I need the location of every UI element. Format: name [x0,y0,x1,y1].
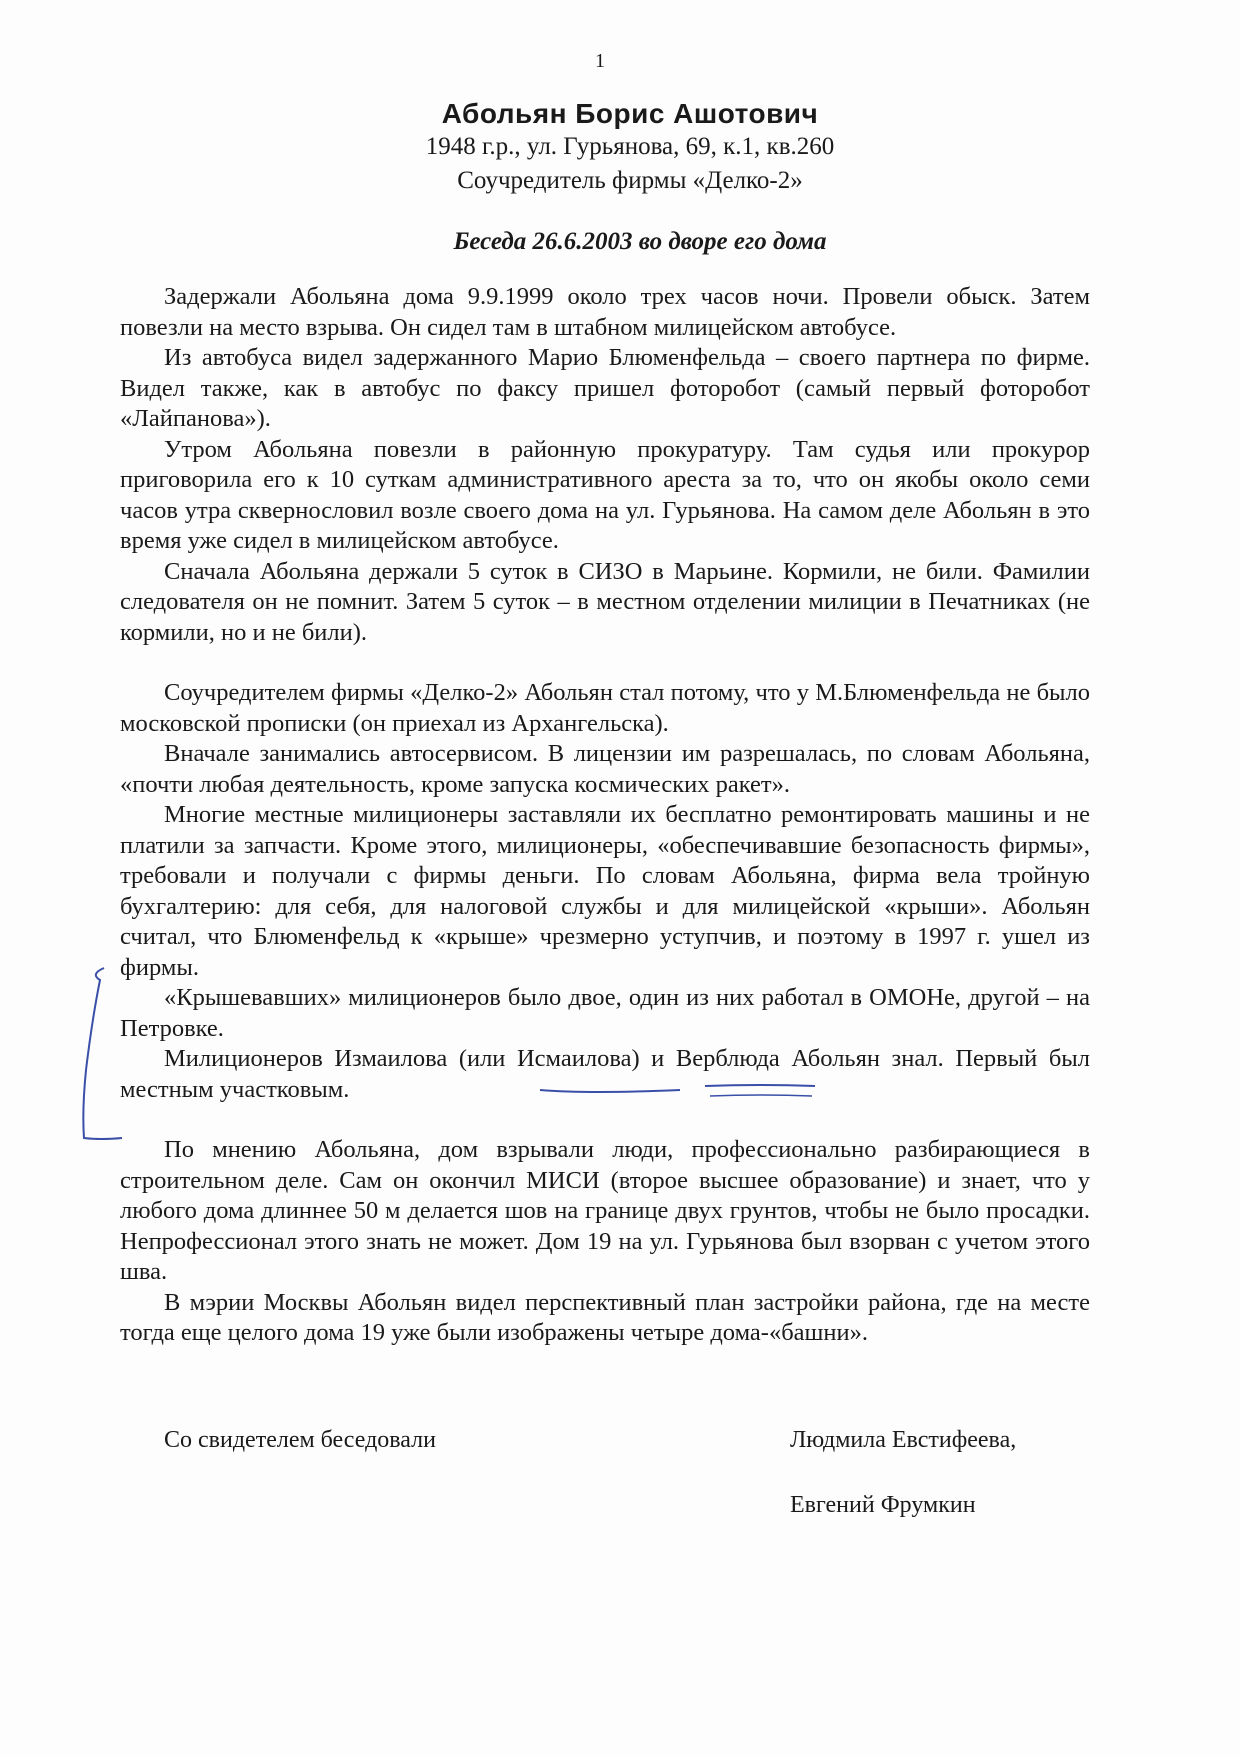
paragraph: По мнению Абольяна, дом взрывали люди, профессионально разбирающиеся в строительном деле. Сам он окончил МИСИ (второе высшее образование) и знает, что у любого дома длиннее 50 м делается шов на границе двух грунтов, чтобы не было просадки. Непрофессионал этого знать не может. Дом 19 на ул. Гурьянова был взорван с учетом этого шва. [120,1136,1090,1285]
paragraph: Из автобуса видел задержанного Марио Блюменфельда – своего партнера по фирме. Видел также, как в автобус по факсу пришел фоторобот (самый первый фоторобот «Лайпанова»). [120,344,1090,432]
paragraph: Утром Абольяна повезли в районную прокуратуру. Там судья или прокурор приговорила его к 10 суткам административного ареста за то, что он якобы около семи часов утра сквернословил возле своего дома на ул. Гурьянова. На самом деле Абольян в это время уже сидел в милицейском автобусе. [120,435,1090,554]
paragraph: Вначале занимались автосервисом. В лицензии им разрешалась, по словам Абольяна, «почти любая деятельность, кроме запуска космических ракет». [120,740,1090,798]
page-number: 1 [595,50,605,72]
witness-address: 1948 г.р., ул. Гурьянова, 69, к.1, кв.260 [425,133,835,160]
paragraph: Соучредителем фирмы «Делко-2» Абольян стал потому, что у М.Блюменфельда не было московской прописки (он приехал из Архангельска). [120,679,1090,737]
signature-name-2: Евгений Фрумкин [790,1492,976,1518]
paragraph: В мэрии Москвы Абольян видел перспективный план застройки района, где на месте тогда еще целого дома 19 уже были изображены четыре дома-«башни». [120,1288,1090,1346]
paragraph: «Крышевавших» милиционеров было двое, один из них работал в ОМОНе, другой – на Петровке. [120,984,1090,1042]
handwritten-margin-bracket [70,960,130,1150]
paragraph-gap [120,648,1090,678]
signature-name-1: Людмила Евстифеева, [790,1427,1017,1453]
conversation-title: Беседа 26.6.2003 во дворе его дома [453,228,827,255]
witness-name: Абольян Борис Ашотович [441,98,819,129]
handwritten-underline [530,1080,830,1110]
paragraph: Задержали Абольяна дома 9.9.1999 около трех часов ночи. Провели обыск. Затем повезли на место взрыва. Он сидел там в штабном милицейском автобусе. [120,283,1090,341]
paragraph: Многие местные милиционеры заставляли их бесплатно ремонтировать машины и не платили за запчасти. Кроме этого, милиционеры, «обеспечивавшие безопасность фирмы», требовали и получали с фирмы деньги. По словам Абольяна, фирма вела тройную бухгалтерию: для себя, для налоговой службы и для милицейской «крыши». Абольян считал, что Блюменфельд к «крыше» чрезмерно уступчив, и поэтому в 1997 г. ушел из фирмы. [120,801,1090,981]
signature-intro: Со свидетелем беседовали [164,1427,436,1453]
document-header [0,98,1240,198]
witness-role: Соучредитель фирмы «Делко-2» [457,167,803,194]
document-body [120,282,1090,1349]
paragraph: Милиционеров Измаилова (или Исмаилова) и Верблюда Абольян знал. Первый был местным участковым. [120,1045,1090,1103]
paragraph: Сначала Абольяна держали 5 суток в СИЗО в Марьине. Кормили, не били. Фамилии следователя он не помнит. Затем 5 суток – в местном отделении милиции в Печатниках (не кормили, но и не били). [120,557,1090,646]
